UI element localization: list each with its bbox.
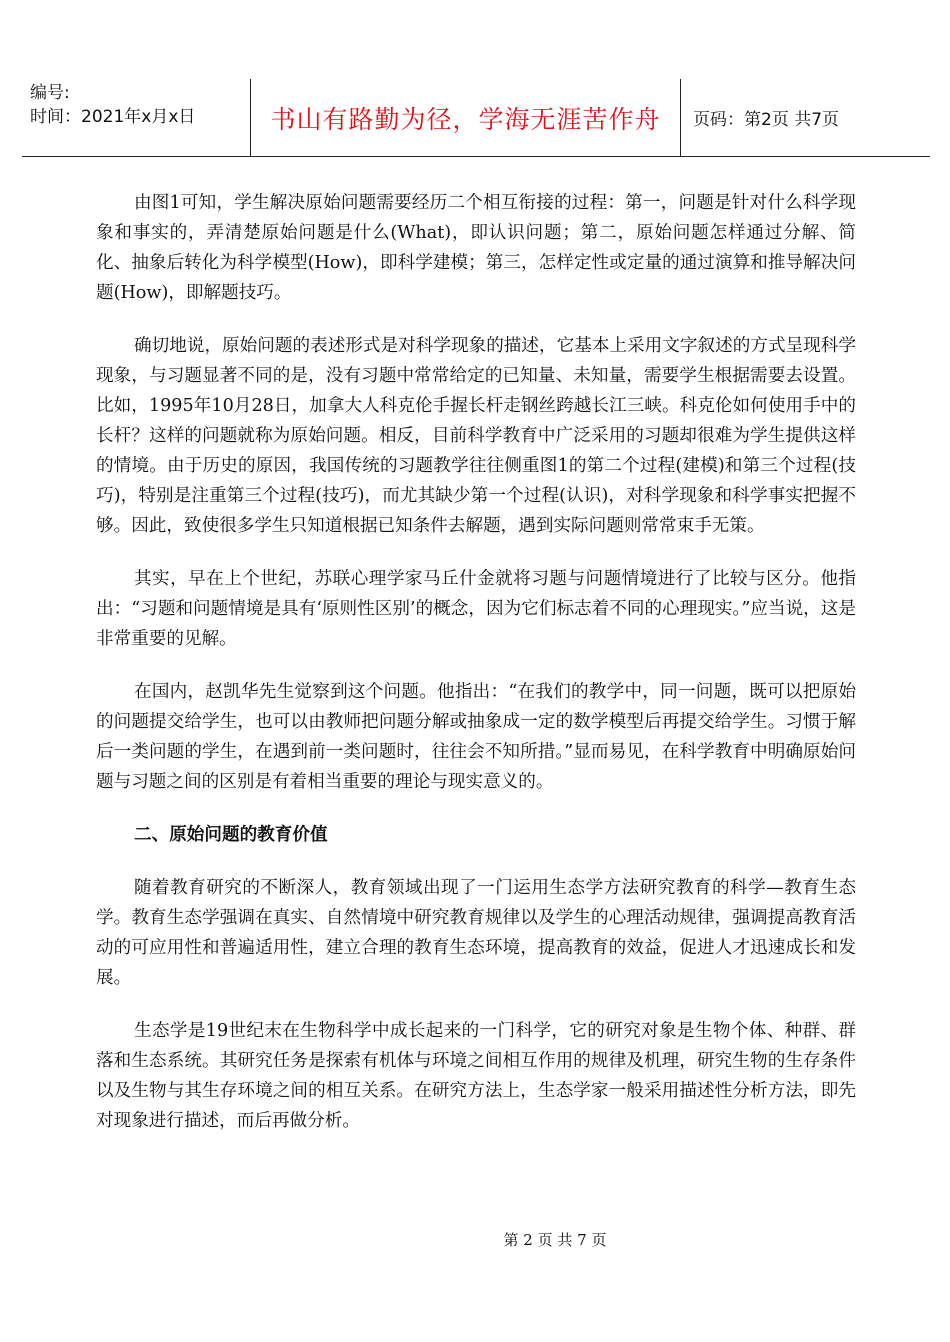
body-paragraph: 其实，早在上个世纪，苏联心理学家马丘什金就将习题与问题情境进行了比较与区分。他指出：“习题和问题情境是具有‘原则性区别’的概念，因为它们标志着不同的心理现实。”应当说，这是非常重要的见解。 xyxy=(96,569,856,649)
page-footer xyxy=(0,1229,950,1250)
body-paragraph: 由图1可知，学生解决原始问题需要经历二个相互衔接的过程：第一，问题是针对什么科学现象和事实的，弄清楚原始问题是什么(What)，即认识问题；第二，原始问题怎样通过分解、简化、抽象后转化为科学模型(How)，即科学建模；第三，怎样定性或定量的通过演算和推导解决问题(How)，即解题技巧。 xyxy=(96,193,856,303)
body-paragraph: 在国内，赵凯华先生觉察到这个问题。他指出：“在我们的教学中，同一问题，既可以把原始的问题提交给学生，也可以由教师把问题分解或抽象成一定的数学模型后再提交给学生。习惯于解后一类问题的学生，在遇到前一类问题时，往往会不知所措。”显而易见，在科学教育中明确原始问题与习题之间的区别是有着相当重要的理论与现实意义的。 xyxy=(96,682,856,792)
document-time-label: 时间：2021年x月x日 xyxy=(30,107,196,127)
document-body xyxy=(96,188,856,1159)
section-heading: 二、原始问题的教育价值 xyxy=(134,825,328,845)
header-motto: 书山有路勤为径，学海无涯苦作舟 xyxy=(270,104,661,134)
body-paragraph: 随着教育研究的不断深人，教育领域出现了一门运用生态学方法研究教育的科学—教育生态学。教育生态学强调在真实、自然情境中研究教育规律以及学生的心理活动规律，强调提高教育活动的可应用性和普遍适用性，建立合理的教育生态环境，提高教育的效益，促进人才迅速成长和发展。 xyxy=(96,878,856,988)
body-paragraph: 生态学是19世纪末在生物科学中成长起来的一门科学，它的研究对象是生物个体、种群、群落和生态系统。其研究任务是探索有机体与环境之间相互作用的规律及机理，研究生物的生存条件以及生物与其生存环境之间的相互关系。在研究方法上，生态学家一般采用描述性分析方法，即先对现象进行描述，而后再做分析。 xyxy=(96,1021,856,1131)
header-page-code: 页码：第2页 共7页 xyxy=(693,110,840,130)
page-header xyxy=(22,79,930,157)
footer-page-number: 第 2 页 共 7 页 xyxy=(503,1231,607,1249)
header-meta xyxy=(22,79,251,156)
body-paragraph: 确切地说，原始问题的表述形式是对科学现象的描述，它基本上采用文字叙述的方式呈现科学现象，与习题显著不同的是，没有习题中常常给定的已知量、未知量，需要学生根据需要去设置。比如，1995年10月28日，加拿大人科克伦手握长杆走钢丝跨越长江三峡。科克伦如何使用手中的长杆？这样的问题就称为原始问题。相反，目前科学教育中广泛采用的习题却很难为学生提供这样的情境。由于历史的原因，我国传统的习题教学往往侧重图1的第二个过程(建模)和第三个过程(技巧)，特别是注重第三个过程(技巧)，而尤其缺少第一个过程(认识)，对科学现象和科学事实把握不够。因此，致使很多学生只知道根据已知条件去解题，遇到实际问题则常常束手无策。 xyxy=(96,336,856,536)
header-page-cell xyxy=(681,79,930,156)
header-motto-cell xyxy=(251,79,681,156)
document-number-label: 编号: xyxy=(30,83,70,103)
